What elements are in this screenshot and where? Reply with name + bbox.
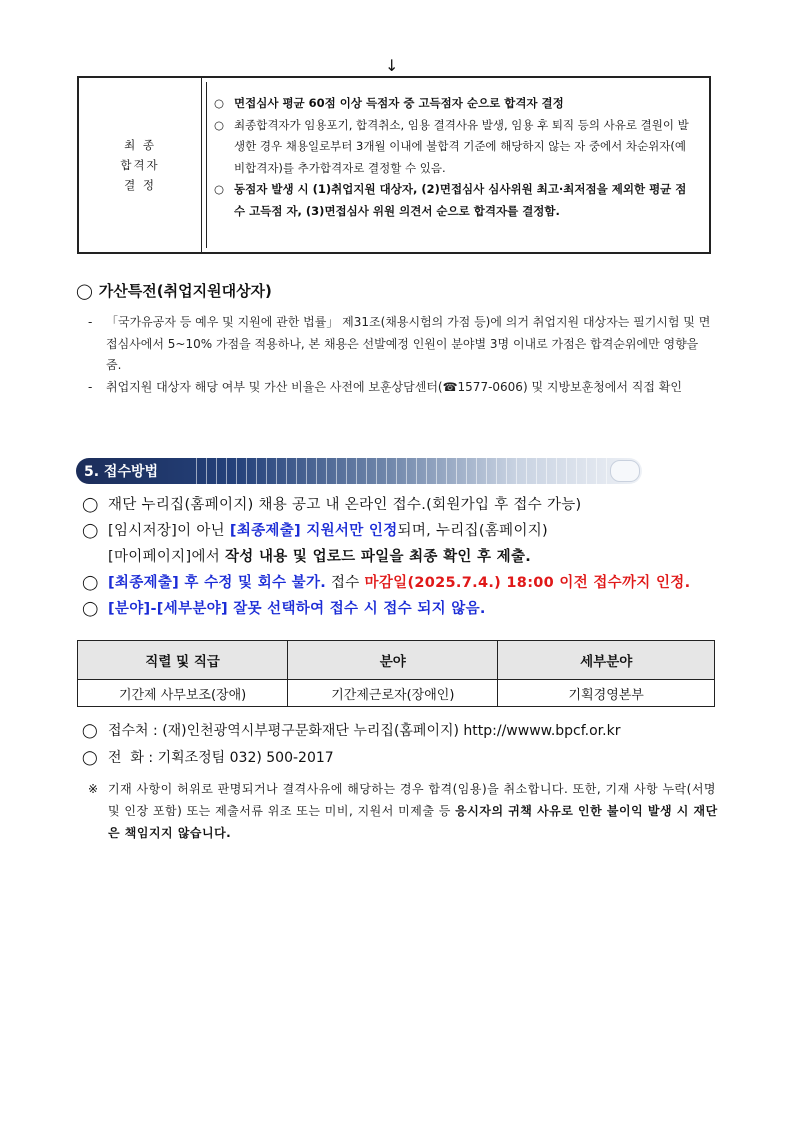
table-cell: 기간제 사무보조(장애) bbox=[78, 680, 288, 707]
table-cell: 기획경영본부 bbox=[498, 680, 715, 707]
decision-item bbox=[214, 179, 697, 222]
circle-bullet-icon: ○ bbox=[214, 182, 225, 196]
highlight-text: [분야]-[세부분야] 잘못 선택하여 접수 시 접수 되지 않음. bbox=[108, 601, 486, 617]
list-item bbox=[82, 745, 732, 772]
decision-item-text: 면접심사 평균 60점 이상 득점자 중 고득점자 순으로 합격자 결정 bbox=[234, 96, 564, 110]
bar-end-cap bbox=[610, 460, 640, 482]
down-arrow-icon: ↓ bbox=[385, 56, 399, 75]
list-item bbox=[88, 377, 716, 399]
decision-item bbox=[214, 115, 697, 180]
list-item-text: 재단 누리집(홈페이지) 채용 공고 내 온라인 접수.(회원가입 후 접수 가능) bbox=[108, 497, 582, 513]
table-cell: 기간제근로자(장애인) bbox=[288, 680, 498, 707]
label-line: 합격자 bbox=[120, 158, 160, 172]
decision-item bbox=[214, 93, 697, 115]
gasan-list bbox=[88, 312, 716, 398]
list-item bbox=[88, 312, 716, 377]
decision-item-text: 동점자 발생 시 (1)취업지원 대상자, (2)면접심사 심사위원 최고·최저점을 제외한 평균 점수 고득점 자, (3)면접심사 위원 의견서 순으로 합격자를 결정함. bbox=[234, 182, 687, 218]
circle-bullet-icon: ◯ bbox=[82, 723, 98, 739]
list-item-text: [임시저장]이 아닌 bbox=[108, 523, 230, 539]
section-header-bar bbox=[76, 458, 642, 484]
circle-bullet-icon: ◯ bbox=[76, 282, 93, 300]
list-item-text: [마이페이지]에서 bbox=[108, 549, 225, 565]
final-decision-label bbox=[79, 78, 202, 252]
list-item bbox=[82, 518, 722, 544]
contact-place: 접수처 : (재)인천광역시부평구문화재단 누리집(홈페이지) http://wwww.bpcf.or.kr bbox=[108, 723, 621, 739]
list-item-text: 취업지원 대상자 해당 여부 및 가산 비율은 사전에 보훈상담센터(☎1577-0606) 및 지방보훈청에서 직접 확인 bbox=[106, 379, 682, 394]
gasan-heading bbox=[76, 280, 272, 301]
highlight-text: 작성 내용 및 업로드 파일을 최종 확인 후 제출. bbox=[224, 549, 532, 565]
notice bbox=[88, 778, 720, 844]
circle-bullet-icon: ○ bbox=[214, 117, 225, 132]
label-line: 결 정 bbox=[124, 178, 156, 192]
list-item bbox=[82, 718, 732, 745]
decision-item-text: 최종합격자가 임용포기, 합격취소, 임용 결격사유 발생, 임용 후 퇴직 등의 사유로 결원이 발생한 경우 채용일로부터 3개월 이내에 불합격 기준에 해당하지 않는 자 중에서 차순위자(예비합격자)를 추가합격자로 결정할 수 있음. bbox=[234, 117, 689, 175]
contact-phone: 전 화 : 기획조정팀 032) 500-2017 bbox=[108, 750, 334, 766]
label-line: 최 종 bbox=[124, 138, 156, 152]
highlight-text: [최종제출] 지원서만 인정 bbox=[229, 523, 398, 539]
reference-mark-icon: ※ bbox=[88, 782, 99, 796]
circle-bullet-icon: ◯ bbox=[82, 497, 99, 513]
list-item bbox=[82, 570, 722, 596]
circle-bullet-icon: ◯ bbox=[82, 750, 98, 766]
list-item-continuation bbox=[82, 544, 722, 570]
circle-bullet-icon: ◯ bbox=[82, 601, 99, 617]
dash-bullet: - bbox=[88, 379, 93, 394]
reception-method-list bbox=[82, 492, 722, 622]
gasan-title-text: 가산특전(취업지원대상자) bbox=[98, 282, 272, 300]
circle-bullet-icon: ◯ bbox=[82, 523, 99, 539]
highlight-text: [최종제출] 후 수정 및 회수 불가. bbox=[108, 575, 327, 591]
column-header: 분야 bbox=[288, 641, 498, 680]
notice-text: 기재 사항이 허위로 판명되거나 결격사유에 해당하는 경우 합격(임용)을 취소합니다. 또한, 기재 사항 누락(서명 및 인장 포함) 또는 제출서류 위조 또는 미비, 지원서 미제출 등 bbox=[108, 782, 716, 818]
list-item bbox=[82, 492, 722, 518]
list-item bbox=[82, 596, 722, 622]
final-decision-box bbox=[77, 76, 711, 254]
dash-bullet: - bbox=[88, 315, 93, 329]
circle-bullet-icon: ◯ bbox=[82, 575, 99, 591]
column-header: 세부분야 bbox=[498, 641, 715, 680]
contact-list bbox=[82, 718, 732, 772]
final-decision-content bbox=[202, 78, 709, 252]
list-item-text: 「국가유공자 등 예우 및 지원에 관한 법률」 제31조(채용시험의 가점 등)에 의거 취업지원 대상자는 필기시험 및 면접심사에서 5~10% 가점을 적용하나, 본 채용은 선발예정 인원이 분야별 3명 이내로 가점은 합격순위에만 영향을 줌. bbox=[106, 315, 711, 372]
deadline-text: 마감일(2025.7.4.) 18:00 이전 접수까지 인정. bbox=[364, 575, 691, 591]
circle-bullet-icon: ○ bbox=[214, 96, 225, 110]
table-header-row bbox=[78, 641, 715, 680]
table-row bbox=[78, 680, 715, 707]
list-item-text: 되며, 누리집(홈페이지) bbox=[397, 523, 549, 539]
jobs-table bbox=[77, 640, 715, 707]
section-title: 5. 접수방법 bbox=[84, 464, 159, 480]
notice-bold-text: 응시자의 귀책 사유로 인한 불이익 발생 시 재단은 책임지지 않습니다. bbox=[108, 804, 718, 840]
column-header: 직렬 및 직급 bbox=[78, 641, 288, 680]
list-item-text: 접수 bbox=[326, 575, 365, 591]
